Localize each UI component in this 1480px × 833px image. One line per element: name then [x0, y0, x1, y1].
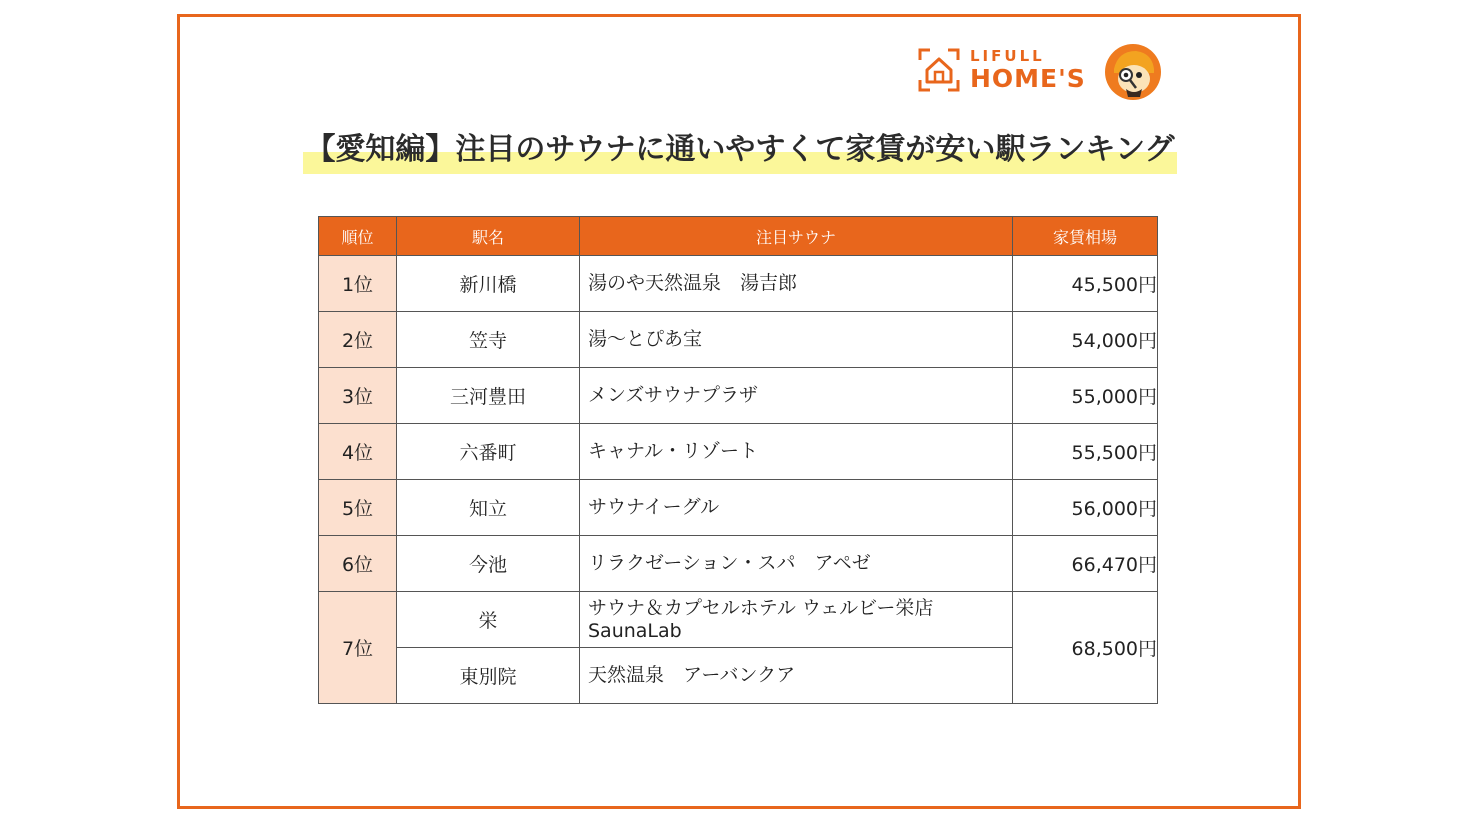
- sauna-cell: 湯のや天然温泉 湯吉郎: [580, 256, 1013, 312]
- mascot-icon: [1104, 43, 1162, 101]
- station-cell: 知立: [397, 480, 580, 536]
- title-wrapper: [0, 122, 1480, 174]
- station-cell: 新川橋: [397, 256, 580, 312]
- logo-homes-text: HOME'S: [970, 64, 1086, 93]
- header-station: 駅名: [397, 217, 580, 256]
- sauna-cell: メンズサウナプラザ: [580, 368, 1013, 424]
- station-cell: 三河豊田: [397, 368, 580, 424]
- sauna-cell: サウナイーグル: [580, 480, 1013, 536]
- rank-cell: 7位: [319, 592, 397, 704]
- table-header-row: [319, 217, 1158, 256]
- rent-cell: 55,500円: [1013, 424, 1158, 480]
- sauna-cell: [580, 592, 1013, 648]
- logo-lifull-text: LIFULL: [970, 47, 1045, 65]
- rank-cell: 3位: [319, 368, 397, 424]
- lifull-homes-logo: [918, 44, 1168, 100]
- rent-cell: 54,000円: [1013, 312, 1158, 368]
- house-icon: [918, 48, 960, 92]
- sauna-cell: 天然温泉 アーバンクア: [580, 648, 1013, 704]
- rent-cell: 55,000円: [1013, 368, 1158, 424]
- table-row: [319, 592, 1158, 648]
- rank-cell: 5位: [319, 480, 397, 536]
- rent-cell: 45,500円: [1013, 256, 1158, 312]
- rank-cell: 1位: [319, 256, 397, 312]
- header-rank: 順位: [319, 217, 397, 256]
- station-cell: 六番町: [397, 424, 580, 480]
- ranking-table: [318, 216, 1158, 704]
- sauna-line-2: SaunaLab: [588, 619, 682, 642]
- header-rent: 家賃相場: [1013, 217, 1158, 256]
- table-row: [319, 480, 1158, 536]
- sauna-cell: リラクゼーション・スパ アペゼ: [580, 536, 1013, 592]
- rent-cell: 68,500円: [1013, 592, 1158, 704]
- table-row: [319, 312, 1158, 368]
- table-row: [319, 424, 1158, 480]
- table-row: [319, 256, 1158, 312]
- rent-cell: 56,000円: [1013, 480, 1158, 536]
- sauna-cell: キャナル・リゾート: [580, 424, 1013, 480]
- rent-cell: 66,470円: [1013, 536, 1158, 592]
- rank-cell: 4位: [319, 424, 397, 480]
- station-cell: 笠寺: [397, 312, 580, 368]
- sauna-cell: 湯～とぴあ宝: [580, 312, 1013, 368]
- sauna-line-1: サウナ＆カプセルホテル ウェルビー栄店: [588, 596, 934, 619]
- station-cell: 東別院: [397, 648, 580, 704]
- station-cell: 今池: [397, 536, 580, 592]
- station-cell: 栄: [397, 592, 580, 648]
- page-title: 【愛知編】注目のサウナに通いやすくて家賃が安い駅ランキング: [303, 122, 1176, 174]
- rank-cell: 6位: [319, 536, 397, 592]
- rank-cell: 2位: [319, 312, 397, 368]
- table-row: [319, 368, 1158, 424]
- table-row: [319, 536, 1158, 592]
- header-sauna: 注目サウナ: [580, 217, 1013, 256]
